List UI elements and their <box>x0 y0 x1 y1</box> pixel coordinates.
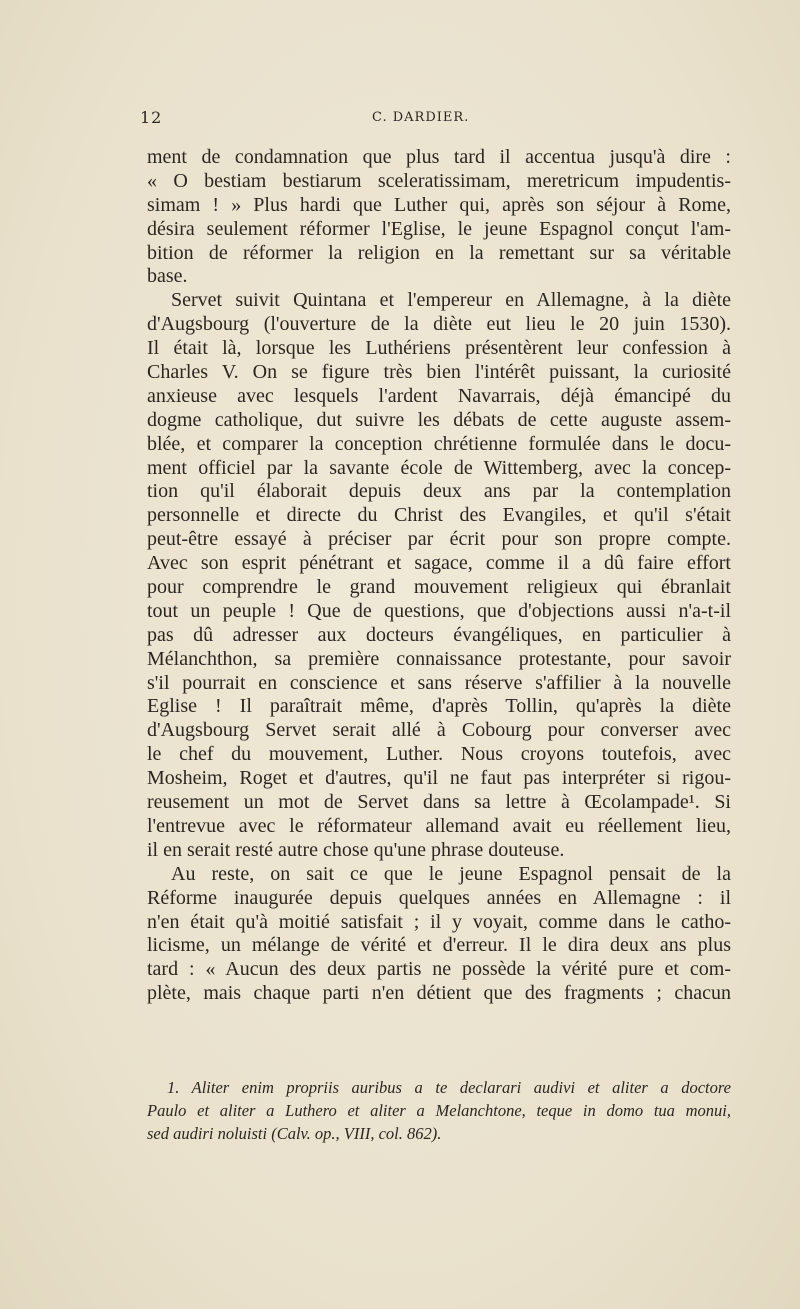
text-line: le chef du mouvement, Luther. Nous croyons toutefois, avec <box>147 743 731 766</box>
footnote-line: Paulo et aliter a Luthero et aliter a Melanchtone, teque in domo tua monui, <box>147 1101 731 1120</box>
text-line: base. <box>147 265 188 288</box>
text-line: dogme catholique, dut suivre les débats de cette auguste assem- <box>147 408 731 431</box>
footnote-line: 1. Aliter enim propriis auribus a te declarari audivi et aliter a doctore <box>167 1078 731 1097</box>
text-line: licisme, un mélange de vérité et d'erreur. Il le dira deux ans plus <box>147 934 731 957</box>
text-line: s'il pourrait en conscience et sans réserve s'affilier à la nouvelle <box>147 671 731 694</box>
text-line: « O bestiam bestiarum sceleratissimam, meretricum impudentis- <box>147 169 731 192</box>
text-line: d'Augsbourg (l'ouverture de la diète eut lieu le 20 juin 1530). <box>147 313 731 336</box>
text-line: n'en était qu'à moitié satisfait ; il y voyait, comme dans le catho- <box>147 910 731 933</box>
text-line: Réforme inaugurée depuis quelques années en Allemagne : il <box>147 886 731 909</box>
text-line: pas dû adresser aux docteurs évangéliques, en particulier à <box>147 623 731 646</box>
page-header <box>140 108 730 132</box>
text-line: Au reste, on sait ce que le jeune Espagnol pensait de la <box>171 862 731 885</box>
text-line: tard : « Aucun des deux partis ne possède la vérité pure et com- <box>147 958 731 981</box>
text-line: Servet suivit Quintana et l'empereur en Allemagne, à la diète <box>171 289 731 312</box>
text-line: plète, mais chaque parti n'en détient que des fragments ; chacun <box>147 982 731 1005</box>
text-line: désira seulement réformer l'Eglise, le jeune Espagnol conçut l'am- <box>147 217 731 240</box>
text-line: bition de réformer la religion en la remettant sur sa véritable <box>147 241 731 264</box>
text-line: anxieuse avec lesquels l'ardent Navarrais, déjà émancipé du <box>147 384 731 407</box>
text-line: l'entrevue avec le réformateur allemand avait eu réellement lieu, <box>147 814 731 837</box>
footnotes <box>147 1076 731 1145</box>
footnote-line: sed audiri noluisti (Calv. op., VIII, col. 862). <box>147 1124 442 1143</box>
text-line: Mélanchthon, sa première connaissance protestante, pour savoir <box>147 647 731 670</box>
text-line: tout un peuple ! Que de questions, que d'objections aussi n'a-t-il <box>147 599 731 622</box>
text-line: personnelle et directe du Christ des Evangiles, et qu'il s'était <box>147 504 731 527</box>
text-line: il en serait resté autre chose qu'une phrase douteuse. <box>147 838 565 861</box>
text-line: Mosheim, Roget et d'autres, qu'il ne faut pas interpréter si rigou- <box>147 767 731 790</box>
text-line: peut-être essayé à préciser par écrit pour son propre compte. <box>147 528 731 551</box>
text-line: d'Augsbourg Servet serait allé à Cobourg pour converser avec <box>147 719 731 742</box>
text-line: Charles V. On se figure très bien l'intérêt puissant, la curiosité <box>147 361 731 384</box>
body-text <box>147 146 731 1006</box>
text-line: Il était là, lorsque les Luthériens présentèrent leur confession à <box>147 337 731 360</box>
text-line: tion qu'il élaborait depuis deux ans par la contemplation <box>147 480 731 503</box>
text-line: blée, et comparer la conception chrétienne formulée dans le docu- <box>147 432 731 455</box>
text-line: ment officiel par la savante école de Wittemberg, avec la concep- <box>147 456 731 479</box>
text-line: reusement un mot de Servet dans sa lettre à Œcolampade¹. Si <box>147 791 731 814</box>
text-line: Eglise ! Il paraîtrait même, d'après Tollin, qu'après la diète <box>147 695 731 718</box>
running-head: C. DARDIER. <box>372 110 470 125</box>
text-line: Avec son esprit pénétrant et sagace, comme il a dû faire effort <box>147 552 731 575</box>
text-line: ment de condamnation que plus tard il accentua jusqu'à dire : <box>147 146 731 168</box>
page-number: 12 <box>140 108 163 127</box>
text-line: simam ! » Plus hardi que Luther qui, après son séjour à Rome, <box>147 193 731 216</box>
text-line: pour comprendre le grand mouvement religieux qui ébranlait <box>147 576 731 599</box>
